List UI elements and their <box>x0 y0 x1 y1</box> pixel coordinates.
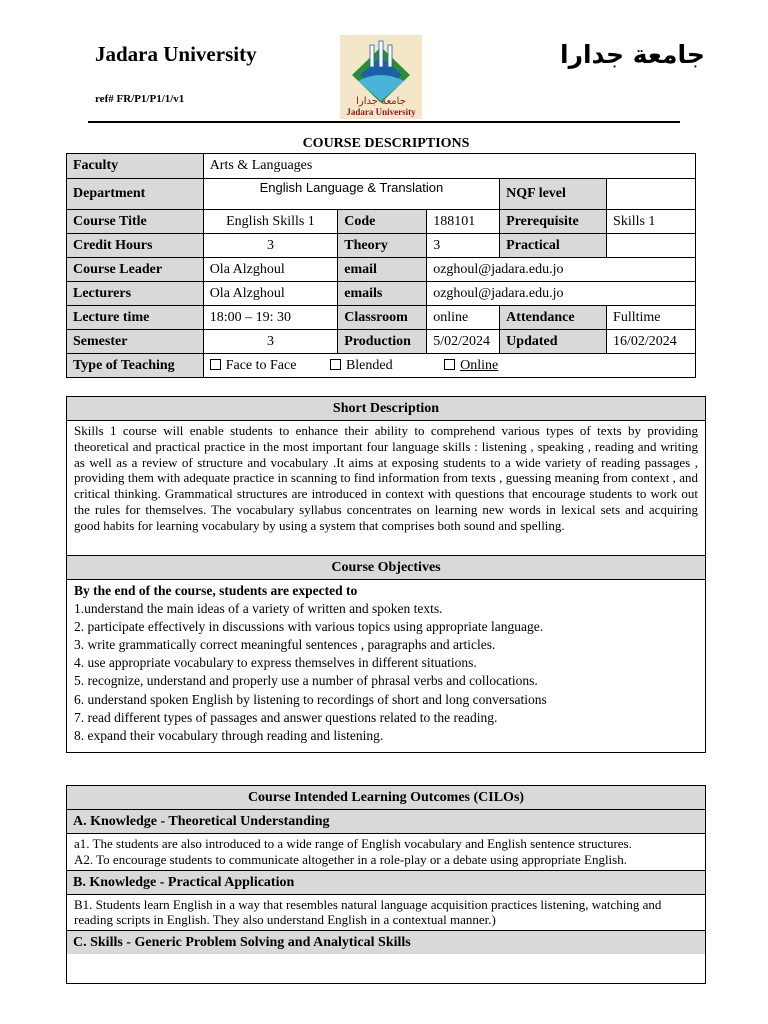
objective-item: 6. understand spoken English by listening to recordings of short and long conversations <box>74 691 547 707</box>
course-leader-value: Ola Alzghoul <box>203 258 338 282</box>
objective-item: 3. write grammatically correct meaningful sentences , paragraphs and articles. <box>74 637 496 653</box>
description-objectives-box <box>66 396 706 753</box>
attendance-value: Fulltime <box>607 306 696 330</box>
objective-item: 5. recognize, understand and properly use a number of phrasal verbs and collocations. <box>74 673 538 689</box>
updated-value: 16/02/2024 <box>607 330 696 354</box>
checkbox-icon[interactable] <box>210 359 221 370</box>
email-label: email <box>338 258 427 282</box>
option-label: Blended <box>345 357 393 373</box>
classroom-label: Classroom <box>338 306 427 330</box>
objective-item: 2. participate effectively in discussions with various topics using appropriate language. <box>74 619 544 635</box>
credit-hours-label: Credit Hours <box>67 234 204 258</box>
production-label: Production <box>338 330 427 354</box>
cilo-a-items <box>67 834 705 870</box>
prerequisite-value: Skills 1 <box>607 210 696 234</box>
classroom-value: online <box>427 306 500 330</box>
lecture-time-label: Lecture time <box>67 306 204 330</box>
course-info-table <box>66 153 696 378</box>
cilo-c-heading: C. Skills - Generic Problem Solving and Analytical Skills <box>67 930 705 954</box>
faculty-value: Arts & Languages <box>203 154 695 179</box>
teaching-type-options <box>203 354 695 378</box>
checkbox-icon[interactable] <box>330 359 341 370</box>
course-title-label: Course Title <box>67 210 204 234</box>
nqf-label: NQF level <box>500 179 607 210</box>
lecturers-label: Lecturers <box>67 282 204 306</box>
short-description-text: Skills 1 course will enable students to enhance their ability to comprehend various types of texts by providing theoretical and practical practice in the most important four language skills : listening , speaking , reading and writing as well as a review of structure and vocabulary .It aims at exposing students to a wide variety of reading passages , providing them with adequate practice in scanning to find information from texts , guessing meaning from context , and critical thinking. Grammatical structures are introduced in context with questions that encourage students to work out the rules for themselves. The vocabulary syllabus concentrates on learning new words in lexical sets and acquiring good habits for learning vocabulary by using a system that comprises both sound and spelling. <box>74 423 698 533</box>
cilos-box <box>66 785 706 984</box>
objectives-heading: Course Objectives <box>67 555 705 580</box>
cilos-heading: Course Intended Learning Outcomes (CILOs) <box>67 786 705 810</box>
practical-value <box>607 234 696 258</box>
cilo-a1: a1. The students are also introduced to a wide range of English vocabulary and English sentence structures. <box>74 836 632 851</box>
teaching-type-label: Type of Teaching <box>67 354 204 378</box>
logo-text-ar: جامعة جدارا <box>356 96 406 107</box>
document-title: COURSE DESCRIPTIONS <box>302 136 470 151</box>
course-title-value: English Skills 1 <box>203 210 338 234</box>
attendance-label: Attendance <box>500 306 607 330</box>
production-value: 5/02/2024 <box>427 330 500 354</box>
option-label: Online <box>460 357 499 373</box>
cilo-b1: B1. Students learn English in a way that resembles natural language acquisition practices listening, watching and reading scripts in English. They also understand English in a contextual manner.) <box>74 896 662 928</box>
cilo-b-items <box>67 895 705 931</box>
lecturers-value: Ola Alzghoul <box>203 282 338 306</box>
objective-item: 4. use appropriate vocabulary to express themselves in different situations. <box>74 655 477 671</box>
department-label: Department <box>67 179 204 210</box>
theory-value: 3 <box>427 234 500 258</box>
credit-hours-value: 3 <box>203 234 338 258</box>
code-label: Code <box>338 210 427 234</box>
course-leader-label: Course Leader <box>67 258 204 282</box>
semester-value: 3 <box>203 330 338 354</box>
email-value: ozghoul@jadara.edu.jo <box>427 258 696 282</box>
university-name-ar: جامعة جدارا <box>560 40 705 69</box>
code-value: 188101 <box>427 210 500 234</box>
option-face-to-face[interactable] <box>210 358 297 373</box>
cilo-a-heading: A. Knowledge - Theoretical Understanding <box>67 810 705 834</box>
option-online[interactable] <box>444 358 498 373</box>
faculty-label: Faculty <box>67 154 204 179</box>
cilo-a2: A2. To encourage students to communicate altogether in a role-play or a debate using appropriate English. <box>74 851 627 867</box>
lecture-time-value: 18:00 – 19: 30 <box>203 306 338 330</box>
logo-text-en: Jadara University <box>346 107 416 117</box>
reference-number: ref# FR/P1/P1/1/v1 <box>95 93 185 105</box>
objective-item: 1.understand the main ideas of a variety of written and spoken texts. <box>74 601 443 617</box>
header-divider <box>88 121 680 123</box>
semester-label: Semester <box>67 330 204 354</box>
university-name-en: Jadara University <box>95 42 257 66</box>
objectives-lead: By the end of the course, students are expected to <box>74 583 358 598</box>
checkbox-icon[interactable] <box>444 359 455 370</box>
theory-label: Theory <box>338 234 427 258</box>
emails-value: ozghoul@jadara.edu.jo <box>427 282 696 306</box>
department-value: English Language & Translation <box>203 179 499 210</box>
option-blended[interactable] <box>330 358 393 373</box>
updated-label: Updated <box>500 330 607 354</box>
objective-item: 7. read different types of passages and answer questions related to the reading. <box>74 709 498 725</box>
emails-label: emails <box>338 282 427 306</box>
cilo-b-heading: B. Knowledge - Practical Application <box>67 870 705 895</box>
prerequisite-label: Prerequisite <box>500 210 607 234</box>
short-description-heading: Short Description <box>67 397 705 421</box>
practical-label: Practical <box>500 234 607 258</box>
nqf-value <box>607 179 696 210</box>
objectives-list <box>67 580 705 747</box>
option-label: Face to Face <box>225 357 297 373</box>
objective-item: 8. expand their vocabulary through reading and listening. <box>74 727 384 743</box>
